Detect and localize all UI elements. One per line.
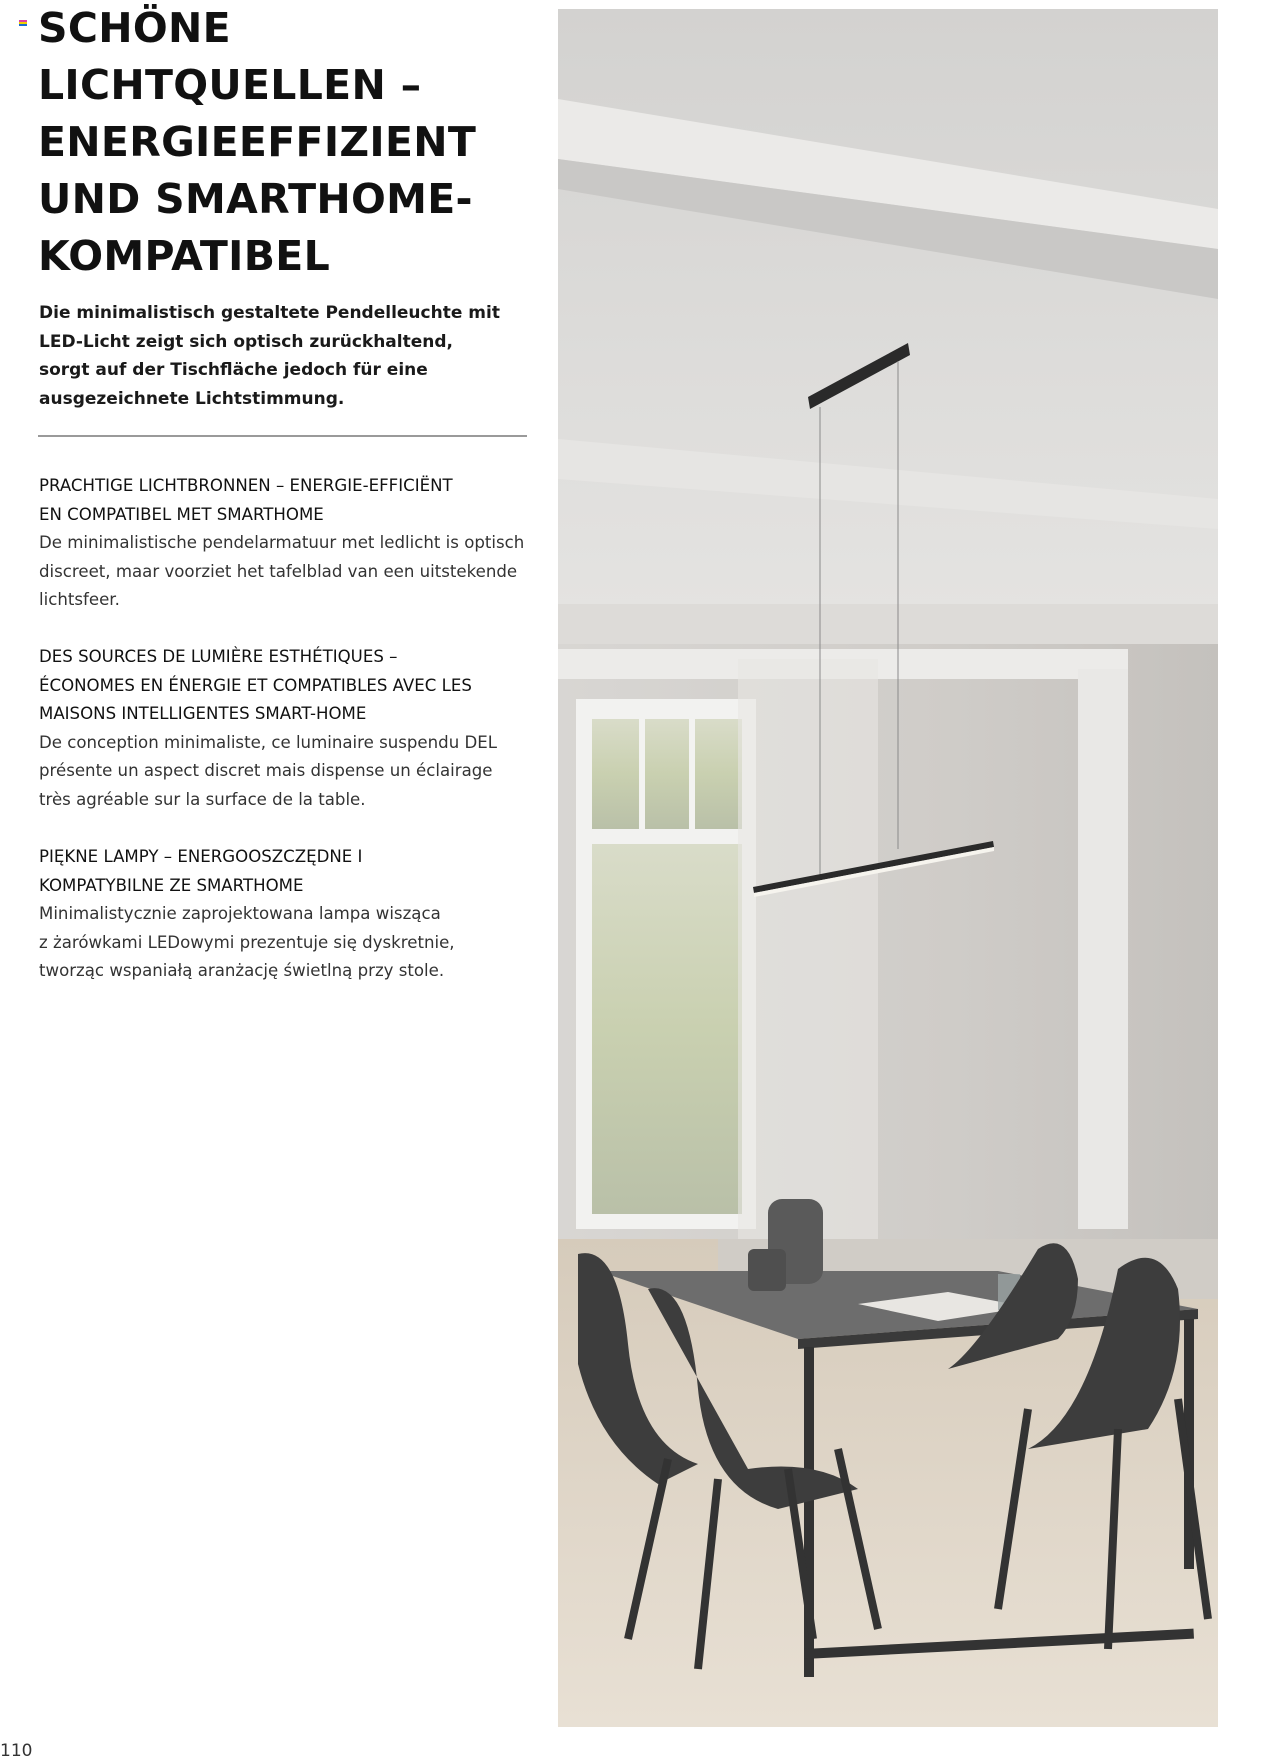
divider [38,435,527,437]
section-body: tworząc wspaniałą aranżację świetlną przy stole. [39,961,445,981]
title-line: LICHTQUELLEN – [38,61,422,109]
color-registration-mark [19,20,27,27]
section-heading: ÉCONOMES EN ÉNERGIE ET COMPATIBLES AVEC LES [39,675,472,695]
section-heading: DES SOURCES DE LUMIÈRE ESTHÉTIQUES – [39,647,398,666]
page-number: 110 [0,1741,33,1761]
section-heading: PRACHTIGE LICHTBRONNEN – ENERGIE-EFFICIËNT [39,476,453,495]
intro-line: sorgt auf der Tischfläche jedoch für eine [39,360,428,381]
section-body: présente un aspect discret mais dispense un éclairage [39,761,493,781]
section-body: Minimalistycznie zaprojektowana lampa wisząca [39,904,441,924]
section-body: De conception minimaliste, ce luminaire suspendu DEL [39,732,497,752]
intro-line: LED-Licht zeigt sich optisch zurückhaltend, [39,331,453,352]
title-line: KOMPATIBEL [38,232,331,280]
dining-room-photo [558,9,1218,1727]
section-body: z żarówkami LEDowymi prezentuje się dyskretnie, [39,932,455,952]
section-heading: PIĘKNE LAMPY – ENERGOOSZCZĘDNE I [39,847,363,866]
title-line: SCHÖNE [38,4,231,52]
section-french [39,643,529,815]
section-heading: KOMPATYBILNE ZE SMARTHOME [39,875,304,895]
section-body: discreet, maar voorziet het tafelblad van een uitstekende [39,561,518,581]
title-line: UND SMARTHOME- [38,175,473,223]
section-heading: EN COMPATIBEL MET SMARTHOME [39,504,324,524]
section-body: lichtsfeer. [39,590,120,610]
section-body: De minimalistische pendelarmatuur met ledlicht is optisch [39,533,525,553]
section-polish [39,843,529,986]
intro-line: Die minimalistisch gestaltete Pendelleuchte mit [39,303,500,323]
title-line: ENERGIEEFFIZIENT [38,118,477,166]
page-title [38,0,518,285]
section-heading: MAISONS INTELLIGENTES SMART-HOME [39,704,367,724]
section-dutch [39,472,529,615]
intro-paragraph [39,299,509,413]
section-body: très agréable sur la surface de la table. [39,789,366,809]
intro-line: ausgezeichnete Lichtstimmung. [39,388,345,409]
